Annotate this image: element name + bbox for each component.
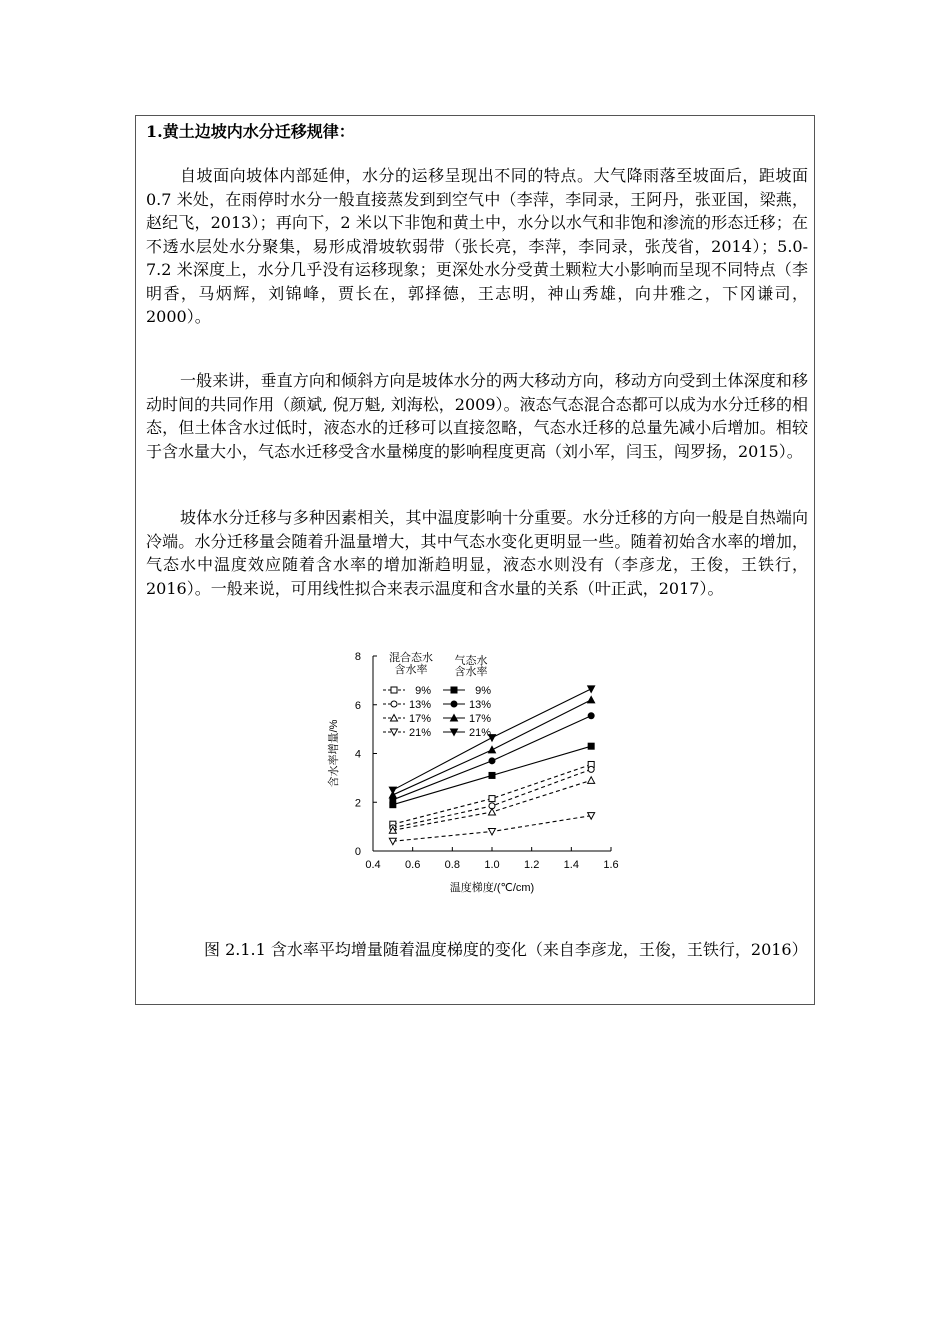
data-point-3-1 — [489, 829, 496, 836]
legend-header-mixed: 混合态水 — [389, 652, 433, 664]
chart-legend — [383, 650, 491, 739]
legend-label-1-1: 13% — [468, 699, 491, 711]
water-content-chart — [321, 648, 661, 908]
legend-marker-0-3 — [391, 729, 398, 736]
x-tick-label: 1.0 — [484, 859, 500, 871]
legend-label-1-2: 17% — [468, 713, 491, 725]
data-point-0-1 — [489, 796, 495, 802]
x-tick-label: 1.2 — [524, 859, 540, 871]
figure-caption: 图 2.1.1 含水率平均增量随着温度梯度的变化（来自李彦龙，王俊，王铁行，2016） — [204, 940, 808, 959]
legend-label-1-0: 9% — [475, 685, 491, 697]
data-point-1-2 — [588, 766, 594, 772]
data-point-2-2 — [588, 777, 595, 784]
legend-header-mixed-2: 含水率 — [394, 664, 428, 676]
x-axis-label: 温度梯度/(℃/cm) — [449, 882, 535, 894]
data-point-5-2 — [588, 713, 594, 719]
paragraph-2: 一般来讲，垂直方向和倾斜方向是坡体水分的两大移动方向，移动方向受到土体深度和移动时间的共同作用（颜斌, 倪万魁, 刘海松，2009）。液态气态混合态都可以成为水分迁移的相态，但土体含水过低时，液态水的迁移可以直接忽略，气态水迁移的总量先减小后增加。相较于含水量大小，气态水迁移受含水量梯度的影响程度更高（刘小军，闫玉，闯罗扬，2015）。 — [146, 371, 808, 461]
y-tick-label: 2 — [354, 797, 361, 810]
data-point-7-0 — [389, 787, 396, 794]
data-point-2-1 — [489, 809, 496, 816]
data-point-4-2 — [588, 743, 594, 749]
legend-label-0-1: 13% — [408, 699, 431, 711]
data-point-6-1 — [489, 746, 496, 753]
y-tick-label: 8 — [354, 651, 361, 663]
chart-axes — [326, 651, 619, 894]
paragraph-1: 自坡面向坡体内部延伸，水分的运移呈现出不同的特点。大气降雨落至坡面后，距坡面 0.7 米处，在雨停时水分一般直接蒸发到到空气中（李萍，李同录，王阿丹，张亚国，梁燕，赵纪飞，2013）；再向下，2 米以下非饱和黄土中，水分以水气和非饱和渗流的形态迁移；在不透水层处水分聚集，易形成滑坡软弱带（张长亮，李萍，李同录，张茂省，2014）；5.0-7.2 米深度上，水分几乎没有运移现象；更深处水分受黄土颗粒大小影响而呈现不同特点（李明香，马炳辉，刘锦峰，贾长在，郭择德，王志明，神山秀雄，向井雅之，下冈谦司，2000）。 — [146, 166, 808, 326]
legend-marker-0-1 — [391, 701, 397, 707]
y-tick-label: 0 — [354, 846, 361, 858]
legend-header-vapor-2: 含水率 — [454, 666, 488, 678]
legend-header-vapor: 气态水 — [454, 655, 488, 667]
legend-label-1-3: 21% — [468, 727, 491, 739]
content-frame — [135, 115, 815, 1005]
legend-marker-1-0 — [451, 687, 457, 693]
legend-label-0-2: 17% — [408, 713, 431, 725]
x-tick-label: 1.6 — [603, 859, 619, 871]
x-tick-label: 0.4 — [365, 859, 381, 871]
section-heading: 1.黄土边坡内水分迁移规律： — [146, 122, 355, 141]
legend-marker-0-0 — [391, 687, 397, 693]
legend-marker-1-1 — [451, 701, 457, 707]
data-point-6-2 — [588, 696, 595, 703]
y-axis-label: 含水率增量/% — [328, 719, 340, 788]
legend-label-0-0: 9% — [415, 685, 431, 697]
legend-marker-0-2 — [391, 715, 398, 722]
legend-label-0-3: 21% — [408, 727, 431, 739]
x-tick-label: 0.8 — [444, 859, 460, 871]
x-tick-label: 0.6 — [405, 859, 421, 871]
y-tick-label: 4 — [354, 748, 361, 761]
data-point-5-1 — [489, 758, 495, 764]
data-point-4-1 — [489, 772, 495, 778]
paragraph-3: 坡体水分迁移与多种因素相关，其中温度影响十分重要。水分迁移的方向一般是自热端向冷端。水分迁移量会随着升温量增大，其中气态水变化更明显一些。随着初始含水率的增加，气态水中温度效应随着含水率的增加渐趋明显，液态水则没有（李彦龙，王俊，王铁行，2016）。一般来说，可用线性拟合来表示温度和含水量的关系（叶正武，2017）。 — [146, 508, 808, 598]
x-tick-label: 1.4 — [563, 859, 579, 871]
y-tick-label: 6 — [354, 699, 361, 712]
data-point-7-2 — [588, 686, 595, 693]
